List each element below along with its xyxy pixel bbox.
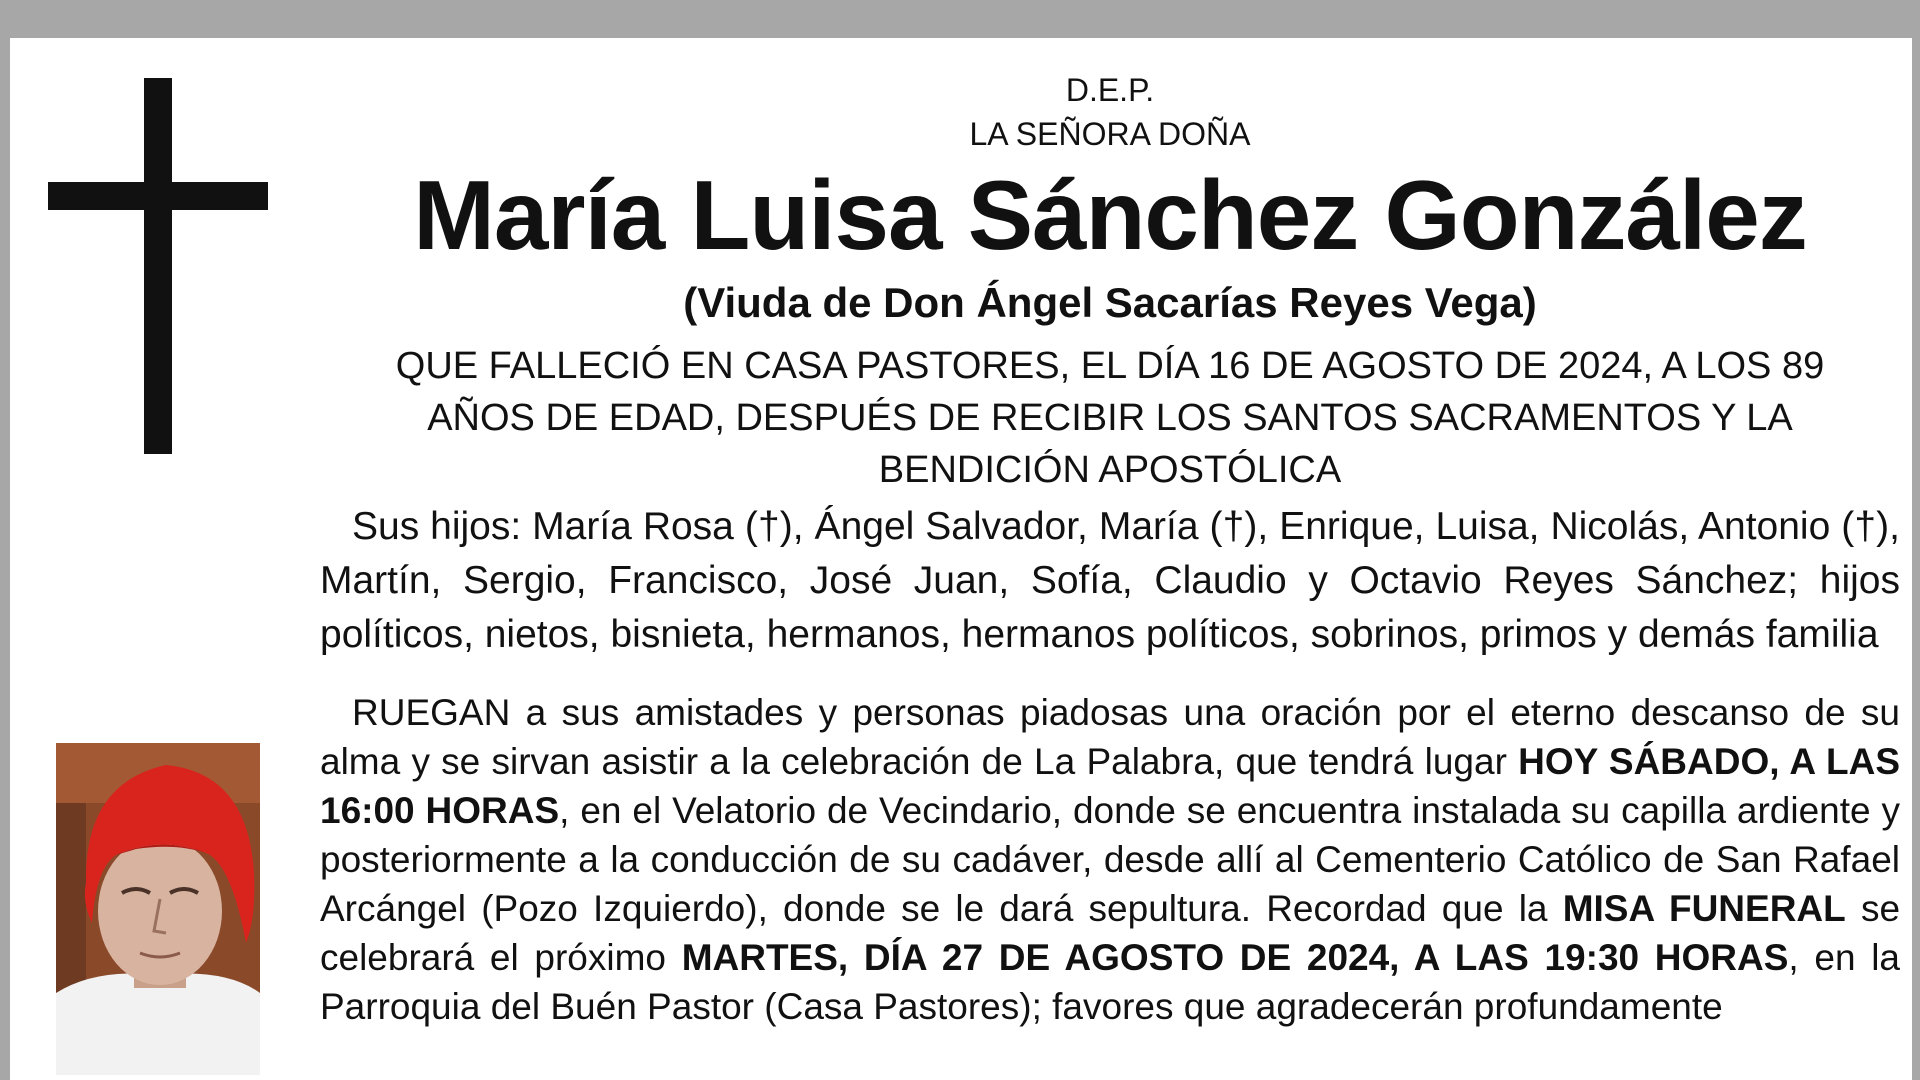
funeral-mass-label: MISA FUNERAL (1562, 888, 1846, 929)
obituary-text (320, 68, 1900, 1068)
obituary-notice (10, 38, 1912, 1080)
request-text-3: se celebrará el próximo (320, 888, 1901, 978)
request-text-2: , en el Velatorio de Vecindario, donde se encuentra instalada su capilla ardiente y posteriormente a la conducción de su cadáver, desde allí al Cementerio Católico de San Rafael Arcángel (Pozo Izquierdo), donde se le dará sepultura. Recordad que la (320, 790, 1901, 929)
wake-time: HOY SÁBADO, A LAS 16:00 HORAS (320, 741, 1900, 831)
honorific: LA SEÑORA DOÑA (969, 116, 1251, 152)
request-text-4: , en la Parroquia del Buén Pastor (Casa Pastores); favores que agradecerán profundamente (320, 937, 1900, 1027)
portrait-photo (56, 743, 260, 1075)
family-list: Sus hijos: María Rosa (†), Ángel Salvador, María (†), Enrique, Luisa, Nicolás, Antonio (†), Martín, Sergio, Francisco, José Juan, Sofía, Claudio y Octavio Reyes Sánchez; hijos políticos, nietos, bisnieta, hermanos, hermanos políticos, sobrinos, primos y demás familia (320, 505, 1900, 656)
request-text-1: RUEGAN a sus amistades y personas piadosas una oración por el eterno descanso de su alma y se sirvan asistir a la celebración de La Palabra, que tendrá lugar (320, 692, 1900, 782)
death-announcement: QUE FALLECIÓ EN CASA PASTORES, EL DÍA 16 DE AGOSTO DE 2024, A LOS 89 AÑOS DE EDAD, DESPUÉS DE RECIBIR LOS SANTOS SACRAMENTOS Y LA BENDICIÓN APOSTÓLICA (395, 345, 1825, 491)
cross-vertical-bar (144, 78, 172, 454)
funeral-request (320, 688, 1900, 1031)
cross-horizontal-bar (48, 182, 268, 210)
mass-date: MARTES, DÍA 27 DE AGOSTO DE 2024, A LAS 19:30 HORAS (681, 937, 1789, 978)
deceased-name: María Luisa Sánchez González (413, 160, 1807, 270)
portrait-illustration (56, 743, 260, 1075)
dep-heading: D.E.P. (1065, 72, 1155, 108)
cross-icon (48, 78, 268, 458)
widow-of: (Viuda de Don Ángel Sacarías Reyes Vega) (683, 279, 1537, 326)
